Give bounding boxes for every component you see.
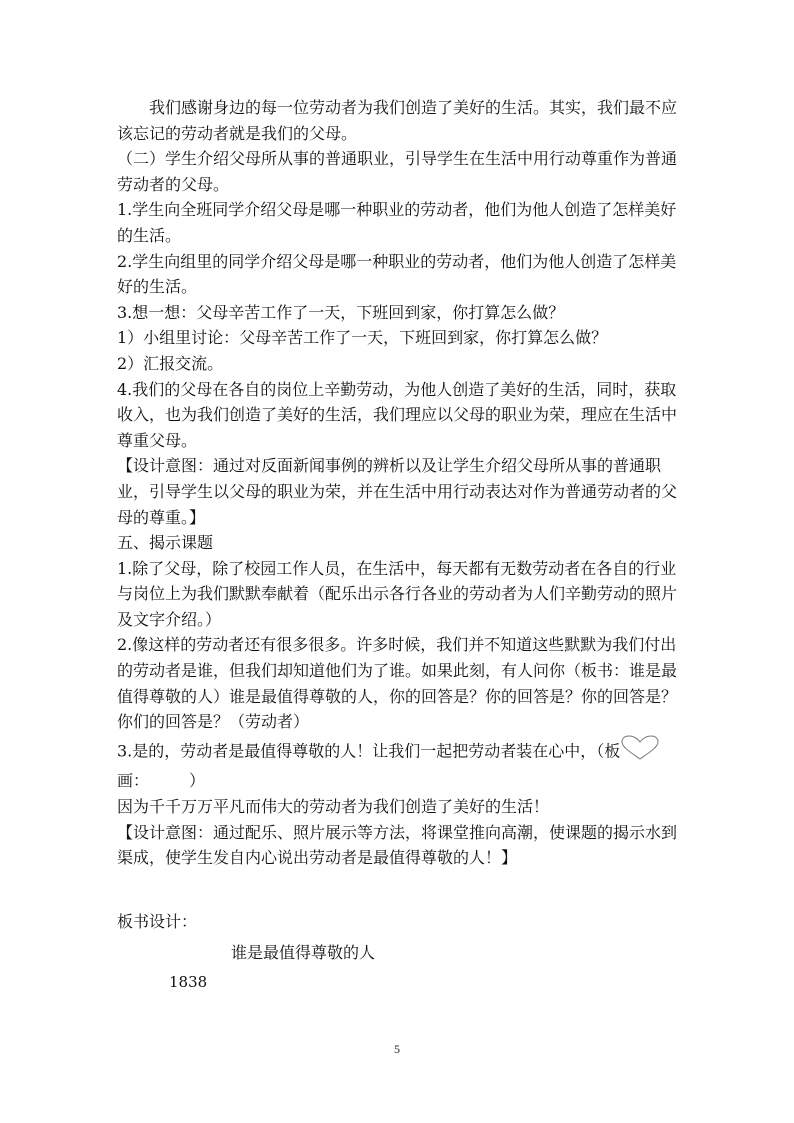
list-item-2: 2.学生向组里的同学介绍父母是哪一种职业的劳动者，他们为他人创造了怎样美好的生活。 xyxy=(117,251,677,297)
list-item-3: 3.想一想：父母辛苦工作了一天，下班回到家，你打算怎么做？ xyxy=(117,302,565,322)
design-intent-1: 【设计意图：通过对反面新闻事例的辨析以及让学生介绍父母所从事的普通职业，引导学生以父母的职业为荣，并在生活中用行动表达对作为普通劳动者的父母的尊重。】 xyxy=(117,456,678,527)
topic-item-3 xyxy=(117,735,677,794)
topic-item-3-text: 3.是的，劳动者是最值得尊敬的人！让我们一起把劳动者装在心中，（板 xyxy=(117,741,621,761)
sub-item-2: 2）汇报交流。 xyxy=(117,353,224,373)
page-number: 5 xyxy=(394,1042,400,1056)
board-label: 板书设计： xyxy=(117,911,198,931)
design-intent-2: 【设计意图：通过配乐、照片展示等方法，将课堂推向高潮，使课题的揭示水到渠成，使学生发自内心说出劳动者是最值得尊敬的人！】 xyxy=(117,822,678,868)
topic-item-2: 2.像这样的劳动者还有很多很多。许多时候，我们并不知道这些默默为我们付出的劳动者是谁，但我们却知道他们为了谁。如果此刻，有人问你（板书：谁是最值得尊敬的人）谁是最值得尊敬的人，你的回答是？你的回答是？你的回答是？你们的回答是？（劳动者） xyxy=(117,635,678,732)
topic-item-3-draw: 画： ） xyxy=(117,771,206,791)
paragraph-thanks-parents: 我们感谢身边的每一位劳动者为我们创造了美好的生活。其实，我们最不应该忘记的劳动者就是我们的父母。 xyxy=(117,98,678,143)
sub-item-1: 1）小组里讨论：父母辛苦工作了一天，下班回到家，你打算怎么做？ xyxy=(117,328,608,348)
heart-outline-icon xyxy=(620,735,660,769)
board-title: 谁是最值得尊敬的人 xyxy=(231,943,376,963)
closing-sentence: 因为千千万万平凡而伟大的劳动者为我们创造了美好的生活！ xyxy=(117,797,550,817)
document-body xyxy=(117,95,677,996)
section-heading-two: （二）学生介绍父母所从事的普通职业，引导学生在生活中用行动尊重作为普通劳动者的父母。 xyxy=(117,149,678,194)
section-heading-five: 五、揭示课题 xyxy=(117,533,214,553)
list-item-4: 4.我们的父母在各自的岗位上辛勤劳动，为他人创造了美好的生活，同时，获取收入，也为我们创造了美好的生活，我们理应以父母的职业为荣，理应在生活中尊重父母。 xyxy=(117,379,678,450)
board-number: 1838 xyxy=(169,973,208,991)
list-item-1: 1.学生向全班同学介绍父母是哪一种职业的劳动者，他们为他人创造了怎样美好的生活。 xyxy=(117,200,677,245)
spacer xyxy=(117,871,677,909)
topic-item-1: 1.除了父母，除了校园工作人员，在生活中，每天都有无数劳动者在各自的行业与岗位上为我们默默奉献着（配乐出示各行各业的劳动者为人们辛勤劳动的照片及文字介绍。） xyxy=(117,558,678,629)
